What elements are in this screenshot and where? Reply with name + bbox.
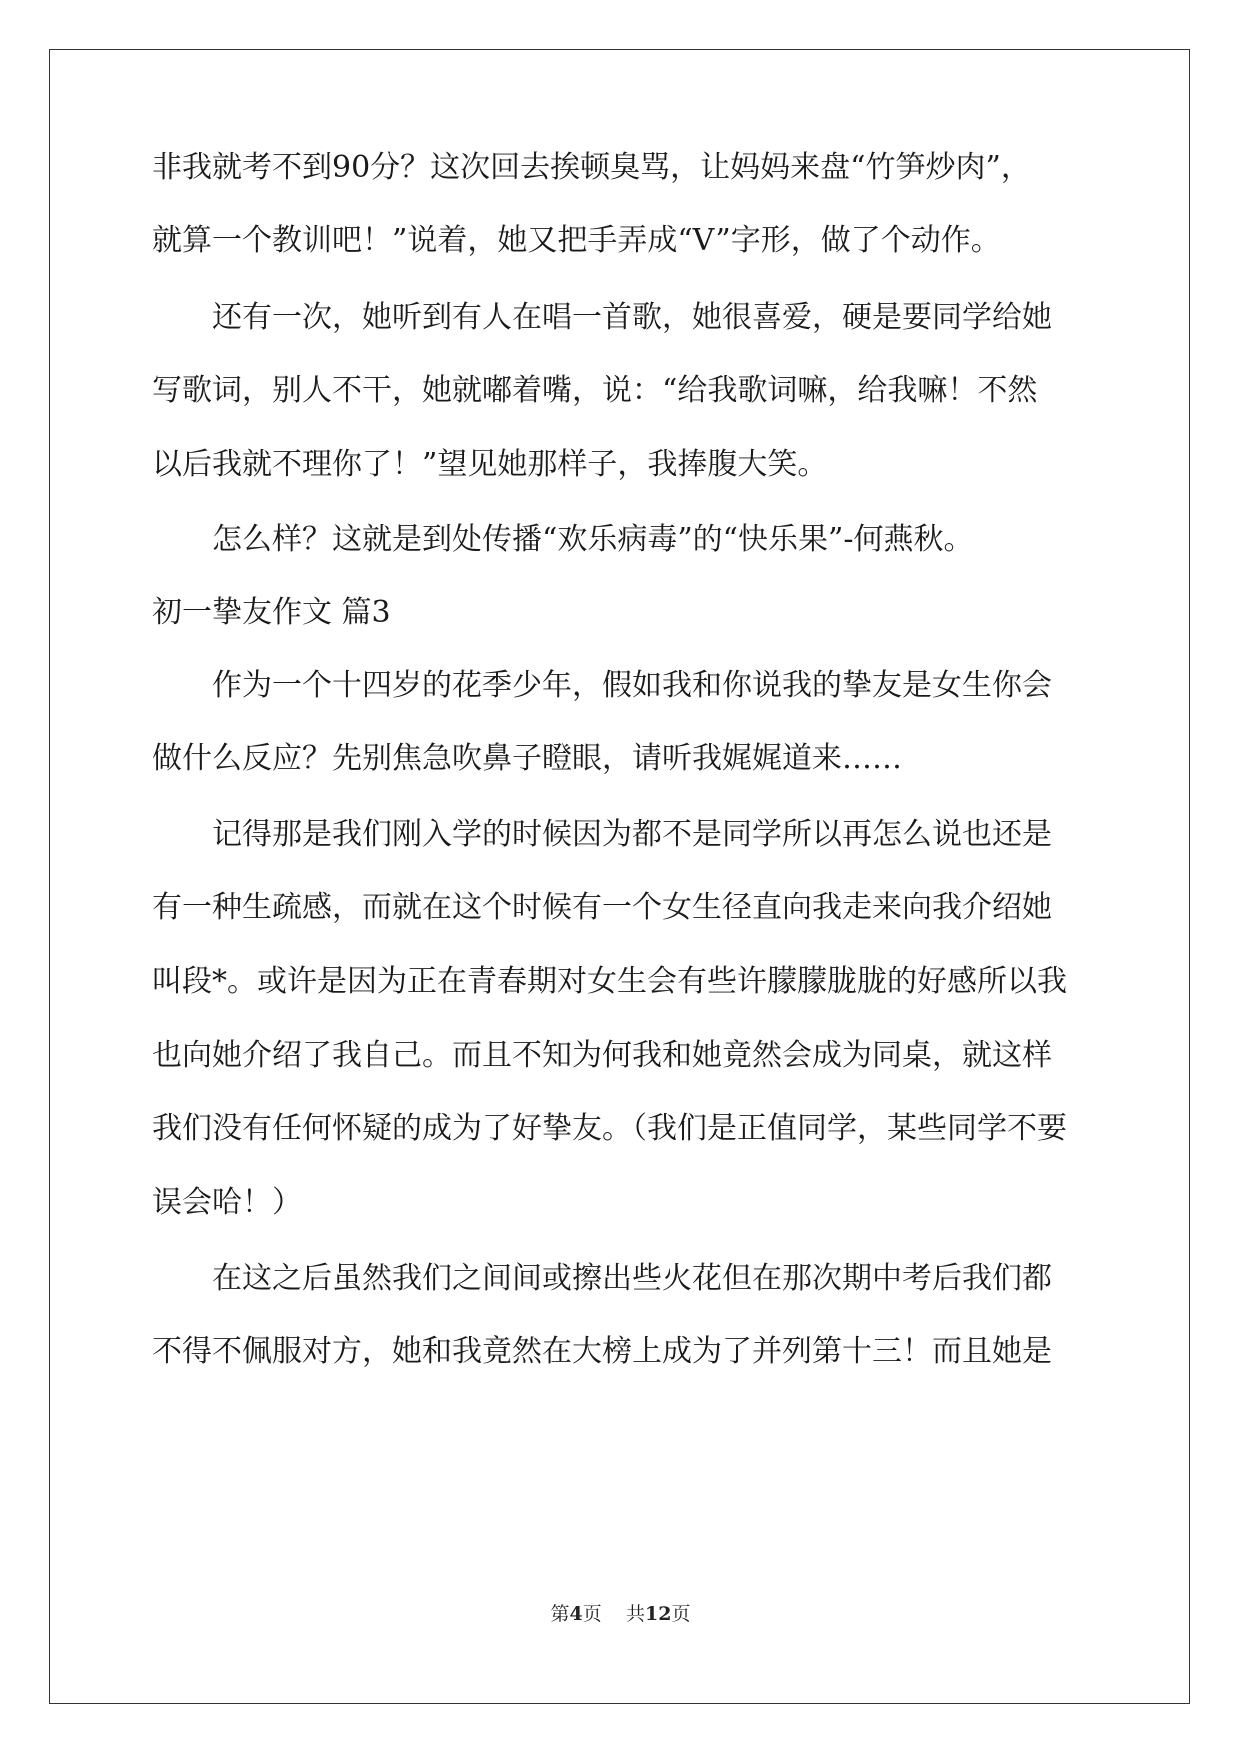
footer-total-prefix: 共 xyxy=(625,1603,645,1625)
text-line: 以后我就不理你了！”望见她那样子，我捧腹大笑。 xyxy=(152,447,828,482)
footer-page-suffix: 页 xyxy=(582,1603,602,1625)
footer-page-prefix: 第 xyxy=(550,1603,570,1625)
footer-page-number: 4 xyxy=(569,1603,583,1625)
paragraph-first-line: 还有一次，她听到有人在唱一首歌，她很喜爱，硬是要同学给她 xyxy=(212,300,1052,335)
paragraph-first-line: 记得那是我们刚入学的时候因为都不是同学所以再怎么说也还是 xyxy=(212,817,1052,852)
paragraph-first-line: 怎么样？这就是到处传播“欢乐病毒”的“快乐果”-何燕秋。 xyxy=(212,522,974,557)
text-line: 就算一个教训吧！”说着，她又把手弄成“V”字形，做了个动作。 xyxy=(152,223,1001,258)
text-line: 不得不佩服对方，她和我竟然在大榜上成为了并列第十三！而且她是 xyxy=(152,1334,1052,1369)
page-footer xyxy=(0,1602,1241,1626)
text-line: 误会哈！） xyxy=(152,1185,302,1220)
page-border xyxy=(49,49,1190,1704)
paragraph-first-line: 在这之后虽然我们之间间或擦出些火花但在那次期中考后我们都 xyxy=(212,1261,1052,1296)
paragraph-first-line: 作为一个十四岁的花季少年，假如我和你说我的挚友是女生你会 xyxy=(212,668,1052,703)
text-line: 叫段*。或许是因为正在青春期对女生会有些许朦朦胧胧的好感所以我 xyxy=(152,964,1067,999)
footer-total-suffix: 页 xyxy=(671,1603,691,1625)
text-line: 我们没有任何怀疑的成为了好挚友。（我们是正值同学，某些同学不要 xyxy=(152,1111,1067,1146)
text-line: 有一种生疏感，而就在这个时候有一个女生径直向我走来向我介绍她 xyxy=(152,890,1052,925)
text-line: 写歌词，别人不干，她就嘟着嘴，说：“给我歌词嘛，给我嘛！不然 xyxy=(152,373,1038,408)
text-line: 非我就考不到90分？这次回去挨顿臭骂，让妈妈来盘“竹笋炒肉”， xyxy=(152,150,1031,185)
text-line: 做什么反应？先别焦急吹鼻子瞪眼，请听我娓娓道来…… xyxy=(152,741,902,776)
section-heading: 初一挚友作文 篇3 xyxy=(152,595,391,630)
text-line: 也向她介绍了我自己。而且不知为何我和她竟然会成为同桌，就这样 xyxy=(152,1038,1052,1073)
footer-total-pages: 12 xyxy=(644,1603,672,1625)
